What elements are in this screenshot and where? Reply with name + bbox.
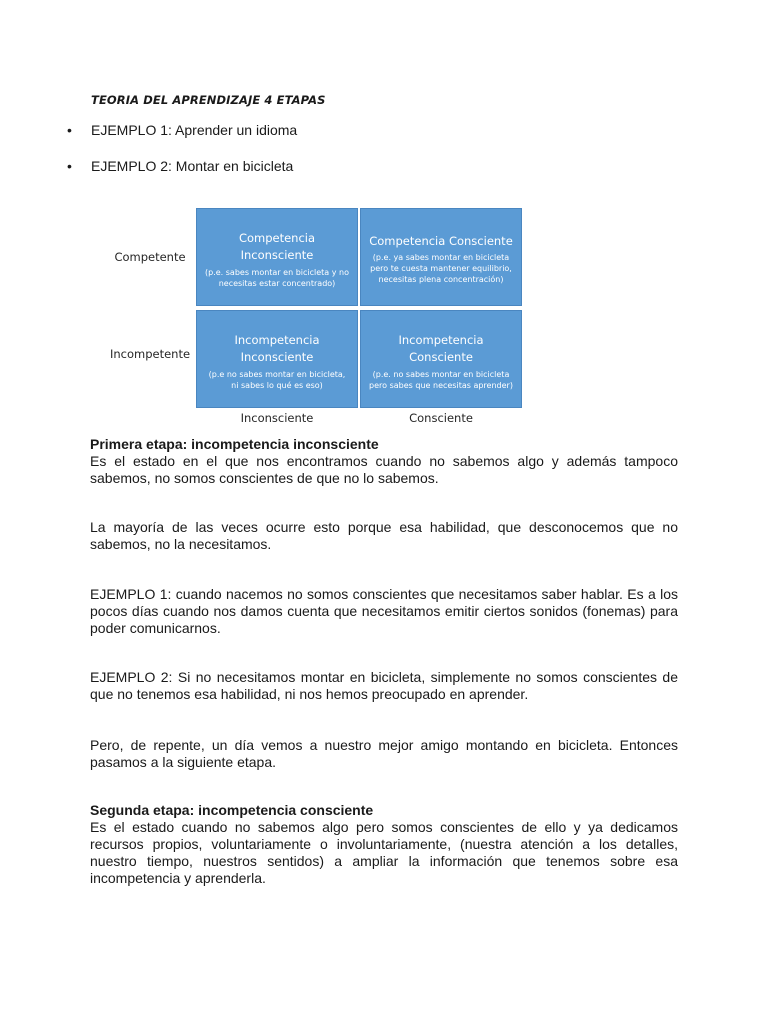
cell-competencia-consciente (360, 208, 522, 306)
col-label-inconsciente: Inconsciente (240, 411, 314, 425)
bullet-icon: • (67, 158, 72, 174)
cell-title: Incompetencia (234, 333, 320, 347)
paragraph-block (90, 586, 678, 637)
cell-note: (p.e. ya sabes montar en bicicleta pero te cuesta mantener equilibrio, necesitas plena concentración) (370, 253, 512, 284)
list-item (67, 157, 297, 193)
section-heading: Primera etapa: incompetencia inconsciente (90, 436, 379, 452)
col-label-consciente: Consciente (409, 411, 473, 425)
list-item (67, 121, 297, 157)
bullet-text: EJEMPLO 1: Aprender un idioma (91, 122, 298, 138)
cell-incompetencia-consciente (360, 310, 522, 408)
cell-title: Competencia (238, 231, 316, 245)
paragraph-block (90, 669, 678, 703)
cell-incompetencia-inconsciente (196, 310, 358, 408)
examples-list (67, 121, 297, 193)
cell-note: (p.e. no sabes montar en bicicleta pero sabes que necesitas aprender) (369, 370, 513, 390)
document-title: TEORIA DEL APRENDIZAJE 4 ETAPAS (91, 93, 326, 107)
cell-title: Inconsciente (240, 350, 314, 364)
competence-matrix-diagram (100, 200, 540, 432)
row-label-incompetente: Incompetente (109, 347, 191, 361)
bullet-text: EJEMPLO 2: Montar en bicicleta (91, 158, 294, 174)
cell-note: (p.e no sabes montar en bicicleta, ni sabes lo qué es eso) (208, 370, 346, 390)
cell-note: (p.e. sabes montar en bicicleta y no necesitas estar concentrado) (205, 268, 349, 288)
row-label-competente: Competente (114, 250, 186, 264)
paragraph: Es el estado cuando no sabemos algo pero somos conscientes de ello y ya dedicamos recursos propios, voluntariamente o involuntariamente, (nuestra atención a los detalles, nuestro tiempo, nuestros sentidos) a ampliar la información que tenemos sobre esa incompetencia y aprenderla. (90, 819, 678, 886)
bullet-icon: • (67, 122, 72, 138)
paragraph: EJEMPLO 2: Si no necesitamos montar en bicicleta, simplemente no somos conscientes de que no tenemos esa habilidad, ni nos hemos preocupado en aprender. (90, 669, 678, 702)
cell-title: Incompetencia (398, 333, 484, 347)
paragraph: Pero, de repente, un día vemos a nuestro mejor amigo montando en bicicleta. Entonces pasamos a la siguiente etapa. (90, 737, 678, 770)
cell-competencia-inconsciente (196, 208, 358, 306)
cell-title: Inconsciente (240, 248, 314, 262)
paragraph-block (90, 737, 678, 771)
paragraph: EJEMPLO 1: cuando nacemos no somos conscientes que necesitamos saber hablar. Es a los pocos días cuando nos damos cuenta que necesitamos emitir ciertos sonidos (fonemas) para poder comunicarnos. (90, 586, 678, 636)
cell-title: Competencia Consciente (369, 234, 513, 248)
section-segunda-etapa (90, 802, 678, 887)
paragraph: La mayoría de las veces ocurre esto porque esa habilidad, que desconocemos que no sabemos, no la necesitamos. (90, 519, 678, 552)
section-primera-etapa (90, 436, 678, 487)
cell-title: Consciente (409, 350, 473, 364)
paragraph-block (90, 519, 678, 553)
paragraph: Es el estado en el que nos encontramos cuando no sabemos algo y además tampoco sabemos, no somos conscientes de que no lo sabemos. (90, 453, 678, 486)
section-heading: Segunda etapa: incompetencia consciente (90, 802, 374, 818)
